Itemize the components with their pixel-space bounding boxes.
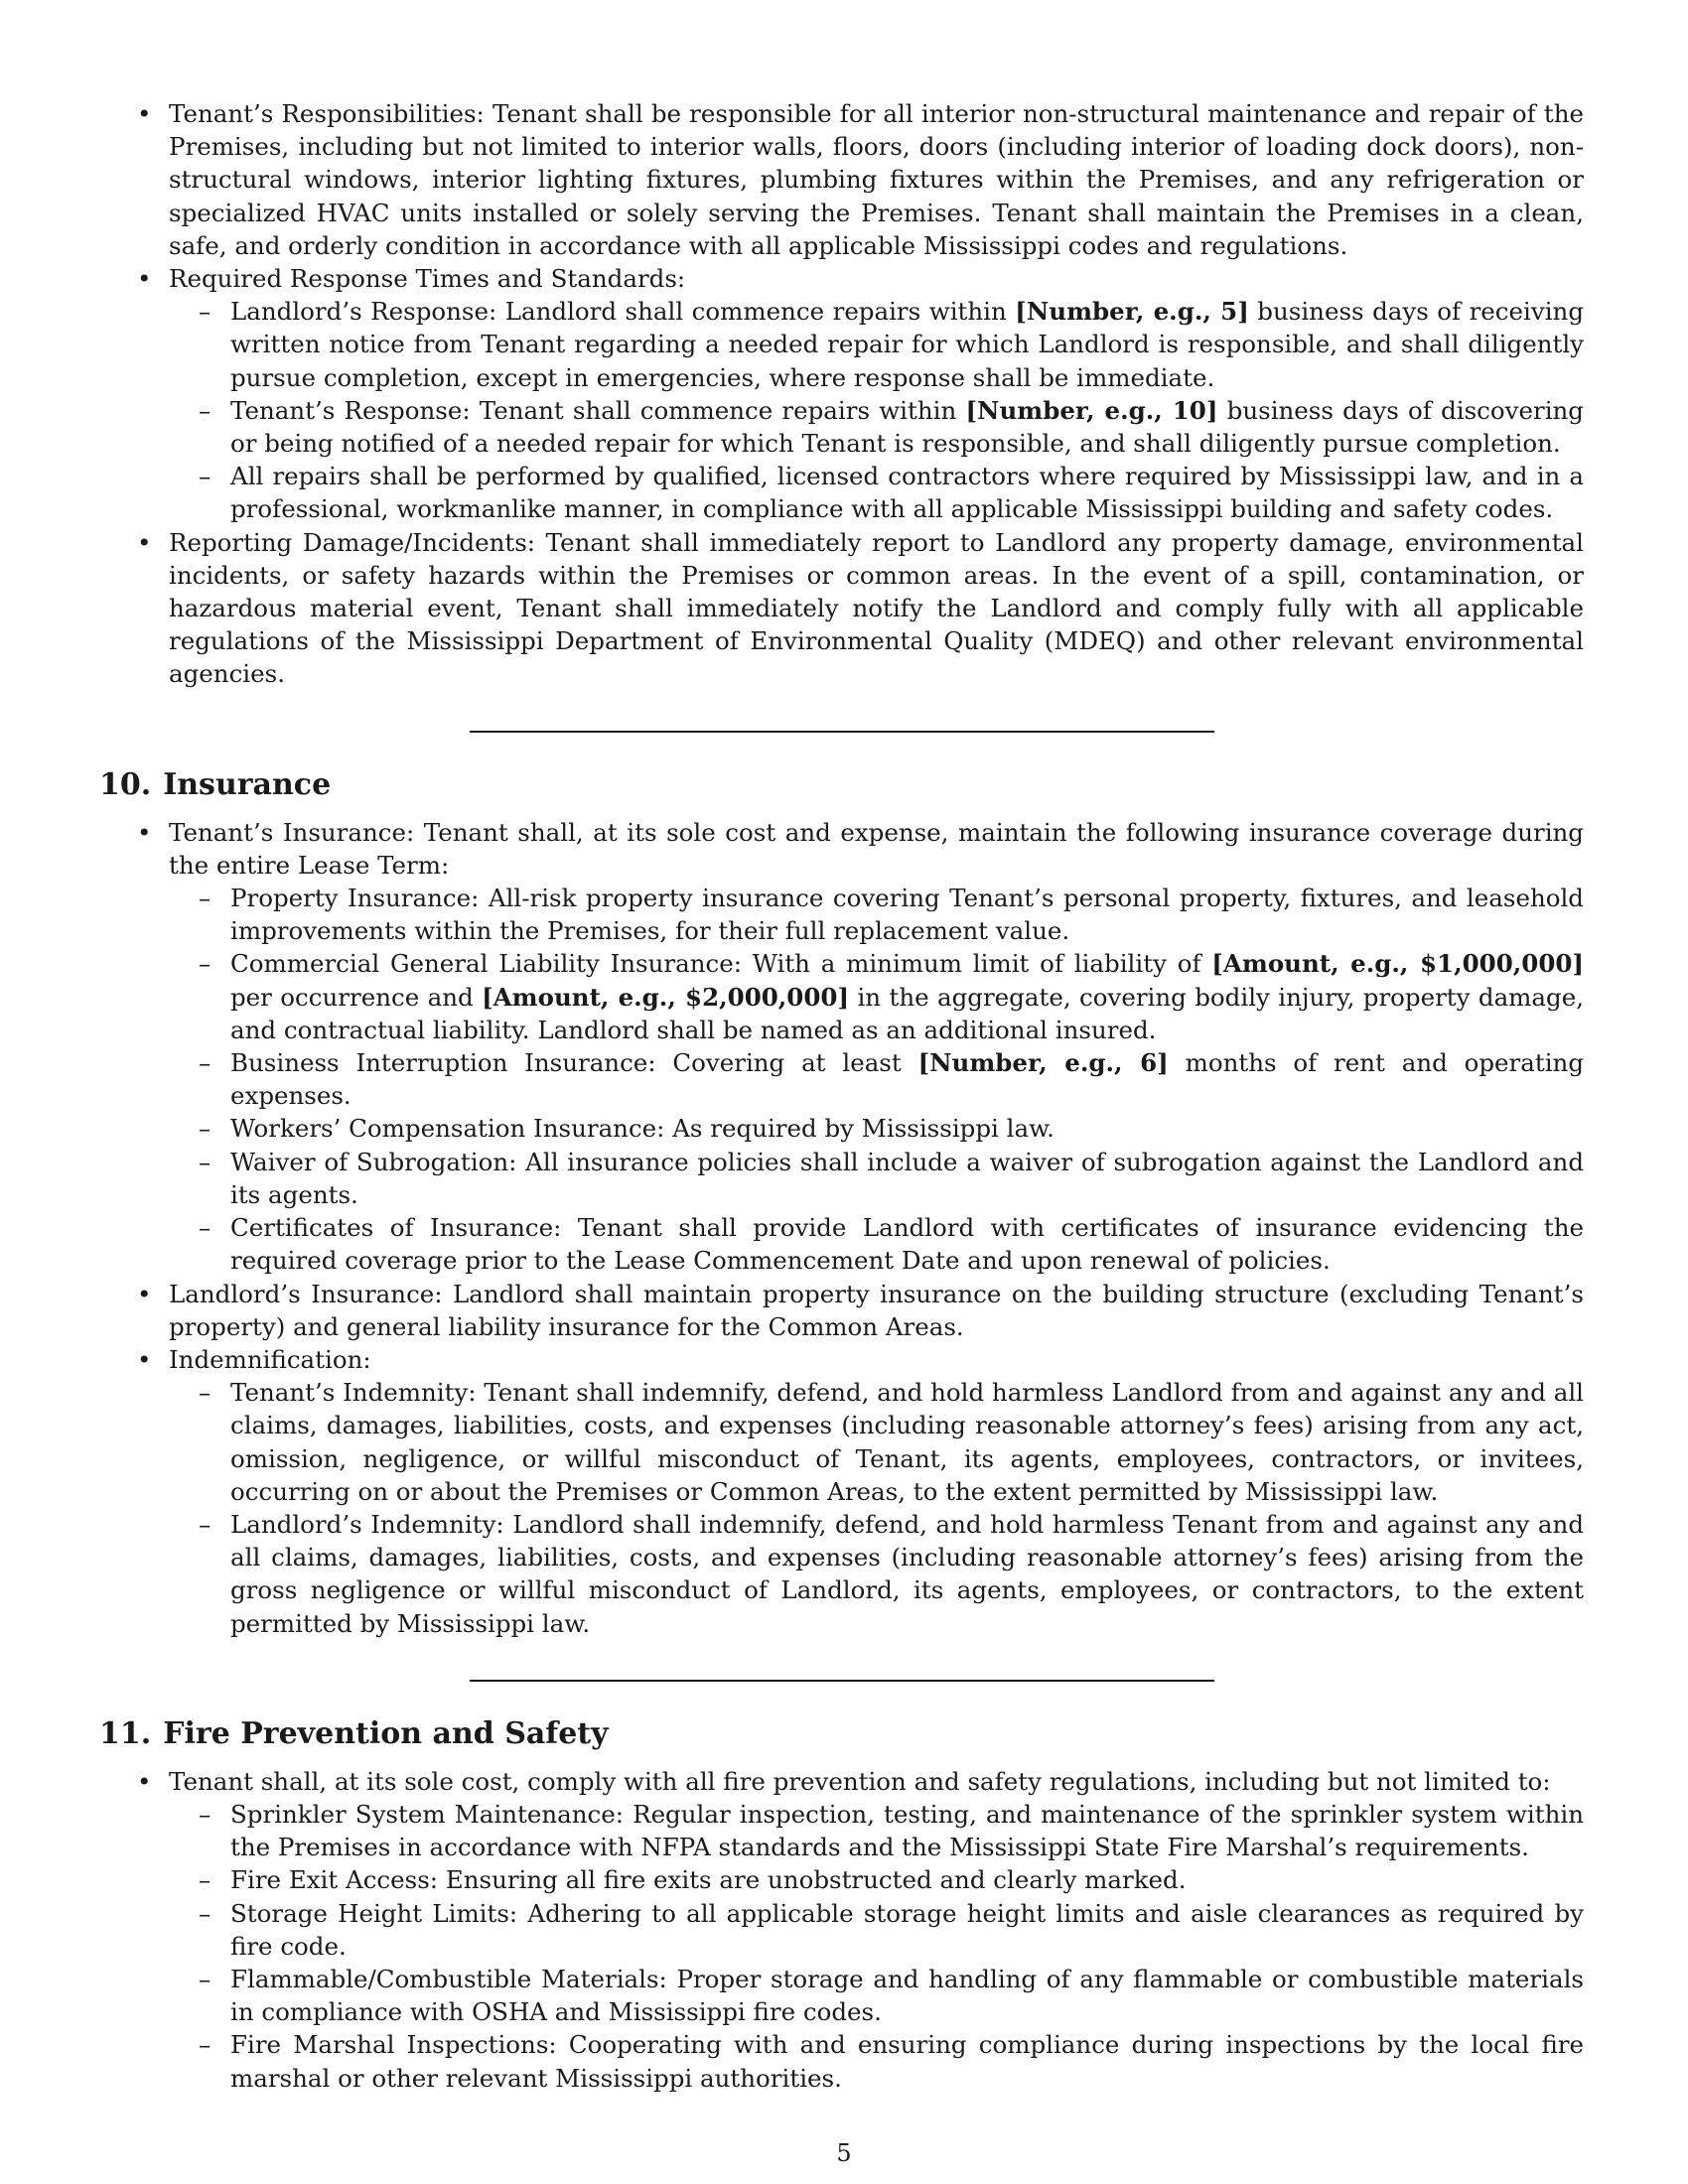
sublist-item: – Certificates of Insurance: Tenant shall provide Landlord with certificates of insurance evidencing the required coverage prior to the Lease Commencement Date and upon renewal of policies. <box>169 1211 1584 1277</box>
list-item: • Reporting Damage/Incidents: Tenant shall immediately report to Landlord any property damage, environmental incidents, or safety hazards within the Premises or common areas. In the event of a spill, contamination, or hazardous material event, Tenant shall immediately notify the Landlord and comply fully with all applicable regulations of the Mississippi Department of Environmental Quality (MDEQ) and other relevant environmental agencies. <box>99 526 1584 691</box>
sublist-item: – Sprinkler System Maintenance: Regular inspection, testing, and maintenance of the sprinkler system within the Premises in accordance with NFPA standards and the Mississippi State Fire Marshal’s requirements. <box>169 1798 1584 1863</box>
sublist-item: – Landlord’s Response: Landlord shall commence repairs within [Number, e.g., 5] business days of receiving written notice from Tenant regarding a needed repair for which Landlord is responsible, and shall diligently pursue completion, except in emergencies, where response shall be immediate. <box>169 295 1584 394</box>
sublist-item: – Landlord’s Indemnity: Landlord shall indemnify, defend, and hold harmless Tenant from and against any and all claims, damages, liabilities, costs, and expenses (including reasonable attorney’s fees) arising from the gross negligence or willful misconduct of Landlord, its agents, employees, or contractors, to the extent permitted by Mississippi law. <box>169 1508 1584 1640</box>
sublist-item: – All repairs shall be performed by qualified, licensed contractors where required by Mississippi law, and in a professional, workmanlike manner, in compliance with all applicable Mississippi building and safety codes. <box>169 460 1584 525</box>
list-item: • Tenant’s Responsibilities: Tenant shall be responsible for all interior non-structural maintenance and repair of the Premises, including but not limited to interior walls, floors, doors (including interior of loading dock doors), non-structural windows, interior lighting fixtures, plumbing fixtures within the Premises, and any refrigeration or specialized HVAC units installed or solely serving the Premises. Tenant shall maintain the Premises in a clean, safe, and orderly condition in accordance with all applicable Mississippi codes and regulations. <box>99 97 1584 262</box>
list-item: • Tenant’s Insurance: Tenant shall, at its sole cost and expense, maintain the following insurance coverage during the entire Lease Term: – Property Insurance: All-risk property insurance covering Tenant’s personal property, fixtures, and leasehold improvements within the Premises, for their full replacement value. – Commercial General Liability Insurance: With a minimum limit of liability of [Amount, e.g., $1,000,000] per occurrence and [Amount, e.g., $2,000,000] in the aggregate, covering bodily injury, property damage, and contractual liability. Landlord shall be named as an additional insured. – Business Interruption Insurance: Covering at least [Number, e.g., 6] months of rent and operating expenses. – Workers’ Compensation Insurance: As required by Mississippi law. – Waiver of Subrogation: All insurance policies shall include a waiver of subrogation against the Landlord and its agents. – Certificates of Insurance: Tenant shall provide Landlord with certificates of insurance evidencing the required coverage prior to the Lease Commencement Date and upon renewal of policies. <box>99 816 1584 1278</box>
sublist <box>169 295 1584 525</box>
placeholder-field: [Amount, e.g., $1,000,000] <box>1211 949 1585 979</box>
document-body <box>99 97 1584 2095</box>
sublist <box>169 1376 1584 1640</box>
sublist-item: – Waiver of Subrogation: All insurance policies shall include a waiver of subrogation against the Landlord and its agents. <box>169 1146 1584 1211</box>
sublist-item: – Property Insurance: All-risk property insurance covering Tenant’s personal property, fixtures, and leasehold improvements within the Premises, for their full replacement value. <box>169 882 1584 947</box>
section-11-list <box>99 1765 1584 2095</box>
section-heading-insurance: 10. Insurance <box>99 766 332 802</box>
page-number: 5 <box>836 2139 852 2167</box>
section-10-list <box>99 816 1584 1640</box>
placeholder-field: [Amount, e.g., $2,000,000] <box>482 982 850 1012</box>
list-item: • Landlord’s Insurance: Landlord shall maintain property insurance on the building structure (excluding Tenant’s property) and general liability insurance for the Common Areas. <box>99 1278 1584 1343</box>
placeholder-field: [Number, e.g., 5] <box>1015 297 1249 327</box>
sublist-item: – Fire Exit Access: Ensuring all fire exits are unobstructed and clearly marked. <box>169 1863 1584 1896</box>
sublist-item: – Flammable/Combustible Materials: Proper storage and handling of any flammable or combustible materials in compliance with OSHA and Mississippi fire codes. <box>169 1963 1584 2028</box>
section-heading-fire-prevention: 11. Fire Prevention and Safety <box>99 1715 609 1751</box>
sublist-item: – Workers’ Compensation Insurance: As required by Mississippi law. <box>169 1112 1584 1145</box>
sublist-item: – Fire Marshal Inspections: Cooperating with and ensuring compliance during inspections by the local fire marshal or other relevant Mississippi authorities. <box>169 2028 1584 2094</box>
list-item: • Indemnification: – Tenant’s Indemnity: Tenant shall indemnify, defend, and hold harmless Landlord from and against any and all claims, damages, liabilities, costs, and expenses (including reasonable attorney’s fees) arising from any act, omission, negligence, or willful misconduct of Tenant, its agents, employees, contractors, or invitees, occurring on or about the Premises or Common Areas, to the extent permitted by Mississippi law. – Landlord’s Indemnity: Landlord shall indemnify, defend, and hold harmless Tenant from and against any and all claims, damages, liabilities, costs, and expenses (including reasonable attorney’s fees) arising from the gross negligence or willful misconduct of Landlord, its agents, employees, or contractors, to the extent permitted by Mississippi law. <box>99 1343 1584 1640</box>
sublist-item: – Commercial General Liability Insurance: With a minimum limit of liability of [Amount, e.g., $1,000,000] per occurrence and [Amount, e.g., $2,000,000] in the aggregate, covering bodily injury, property damage, and contractual liability. Landlord shall be named as an additional insured. <box>169 947 1584 1046</box>
sublist <box>169 1798 1584 2095</box>
section-divider <box>470 731 1214 733</box>
list-item: • Required Response Times and Standards: – Landlord’s Response: Landlord shall commence repairs within [Number, e.g., 5] business days of receiving written notice from Tenant regarding a needed repair for which Landlord is responsible, and shall diligently pursue completion, except in emergencies, where response shall be immediate. – Tenant’s Response: Tenant shall commence repairs within [Number, e.g., 10] business days of discovering or being notified of a needed repair for which Tenant is responsible, and shall diligently pursue completion. – All repairs shall be performed by qualified, licensed contractors where required by Mississippi law, and in a professional, workmanlike manner, in compliance with all applicable Mississippi building and safety codes. <box>99 262 1584 526</box>
placeholder-field: [Number, e.g., 10] <box>965 395 1218 425</box>
list-item: • Tenant shall, at its sole cost, comply with all fire prevention and safety regulations, including but not limited to: – Sprinkler System Maintenance: Regular inspection, testing, and maintenance of the sprinkler system within the Premises in accordance with NFPA standards and the Mississippi State Fire Marshal’s requirements. – Fire Exit Access: Ensuring all fire exits are unobstructed and clearly marked. – Storage Height Limits: Adhering to all applicable storage height limits and aisle clearances as required by fire code. – Flammable/Combustible Materials: Proper storage and handling of any flammable or combustible materials in compliance with OSHA and Mississippi fire codes. – Fire Marshal Inspections: Cooperating with and ensuring compliance during inspections by the local fire marshal or other relevant Mississippi authorities. <box>99 1765 1584 2095</box>
sublist-item: – Tenant’s Indemnity: Tenant shall indemnify, defend, and hold harmless Landlord from and against any and all claims, damages, liabilities, costs, and expenses (including reasonable attorney’s fees) arising from any act, omission, negligence, or willful misconduct of Tenant, its agents, employees, contractors, or invitees, occurring on or about the Premises or Common Areas, to the extent permitted by Mississippi law. <box>169 1376 1584 1508</box>
section-9-list <box>99 97 1584 691</box>
placeholder-field: [Number, e.g., 6] <box>917 1048 1169 1078</box>
sublist-item: – Tenant’s Response: Tenant shall commence repairs within [Number, e.g., 10] business days of discovering or being notified of a needed repair for which Tenant is responsible, and shall diligently pursue completion. <box>169 394 1584 460</box>
sublist-item: – Storage Height Limits: Adhering to all applicable storage height limits and aisle clearances as required by fire code. <box>169 1897 1584 1963</box>
sublist-item: – Business Interruption Insurance: Covering at least [Number, e.g., 6] months of rent and operating expenses. <box>169 1046 1584 1112</box>
sublist <box>169 882 1584 1277</box>
section-divider <box>470 1680 1214 1682</box>
